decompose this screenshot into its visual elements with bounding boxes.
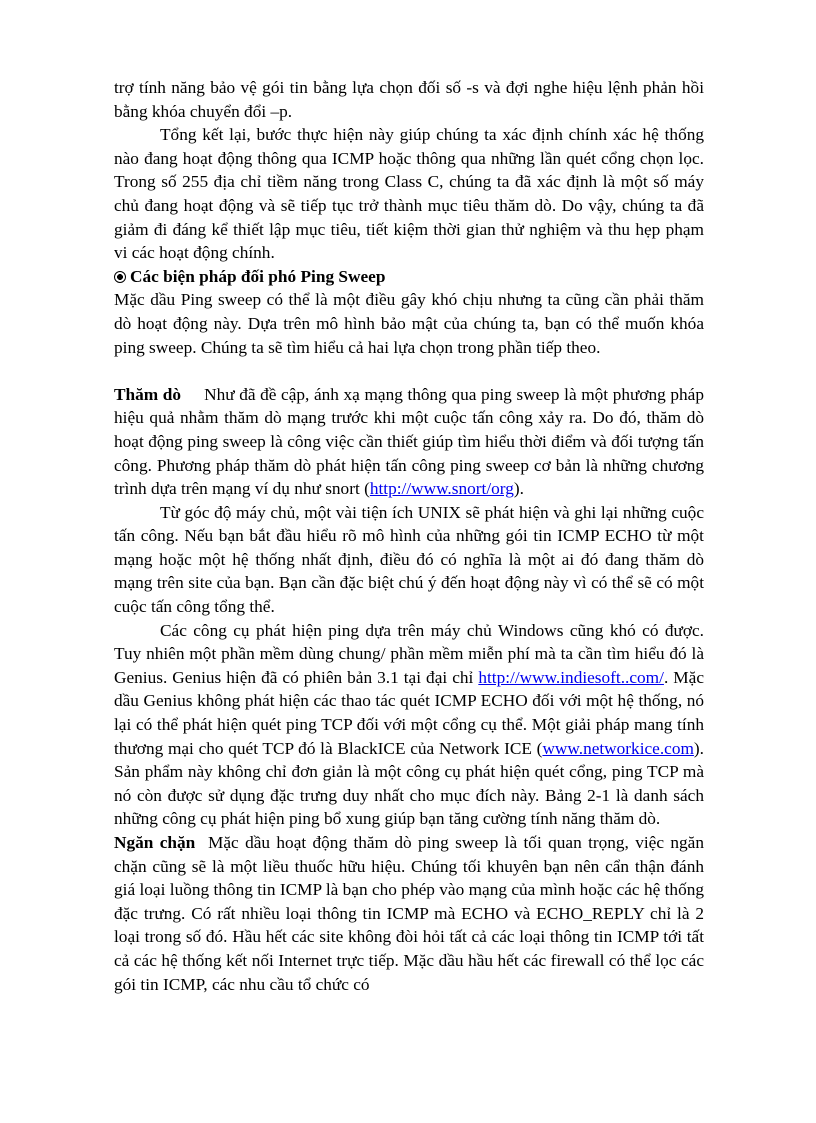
section-heading (114, 265, 704, 289)
bullet-circle-icon (114, 271, 126, 283)
paragraph-summary: Tổng kết lại, bước thực hiện này giúp chúng ta xác định chính xác hệ thống nào đang hoạt động thông qua ICMP hoặc thông qua những lần quét cổng chọn lọc. Trong số 255 địa chỉ tiềm năng trong Class C, chúng ta đã xác định là một số máy chủ đang hoạt động và sẽ tiếp tục trở thành mục tiêu thăm dò. Do vậy, chúng ta đã giảm đi đáng kể thiết lập mục tiêu, tiết kiệm thời gian thử nghiệm và thu hẹp phạm vi các hoạt động chính. (114, 125, 704, 263)
document-page (114, 76, 704, 996)
detection-end: ). (513, 479, 524, 499)
snort-link[interactable]: http://www.snort/org (369, 479, 514, 499)
blank-line (114, 359, 704, 383)
paragraph-intro: Mặc dầu Ping sweep có thể là một điều gây khó chịu nhưng ta cũng cần phải thăm dò hoạt động này. Dựa trên mô hình bảo mật của chúng ta, bạn có thể muốn khóa ping sweep. Chúng ta sẽ tìm hiểu cả hai lựa chọn trong phần tiếp theo. (114, 290, 704, 357)
windows-tools-text-b: . Mặc dầu Genius không phát hiện các thao tác quét ICMP ECHO đối với một hệ thống, nó lại có thể phát hiện quét ping TCP đối với một cổng cụ thể. Một giải pháp mang tính thương mại cho quét TCP đó là BlackICE của Network ICE ( (114, 667, 704, 758)
paragraph-continuation: trợ tính năng bảo vệ gói tin bằng lựa chọn đối số -s và đợi nghe hiệu lệnh phản hồi bằng khóa chuyển đổi –p. (114, 78, 704, 121)
run-in-label-prevention: Ngăn chặn (114, 833, 196, 852)
windows-tools-text-c: ). Sản phẩm này không chỉ đơn giản là một công cụ phát hiện quét cổng, ping TCP mà nó còn được sử dụng đặc trưng duy nhất cho mục đích này. Bảng 2-1 là danh sách những công cụ phát hiện ping bổ xung giúp bạn tăng cường tính năng thăm dò. (114, 738, 704, 829)
networkice-link[interactable]: www.networkice.com (542, 738, 694, 758)
run-in-label-detection: Thăm dò (114, 384, 182, 404)
paragraph-detection (114, 383, 704, 501)
section-heading-text: Các biện pháp đối phó Ping Sweep (130, 266, 386, 286)
detection-text: Như đã đề cập, ánh xạ mạng thông qua ping sweep là một phương pháp hiệu quả nhằm thăm dò mạng trước khi một cuộc tấn công xảy ra. Do đó, thăm dò hoạt động ping sweep là công việc cần thiết giúp tìm hiểu thời điểm và đối tượng tấn công. Phương pháp thăm dò phát hiện tấn công ping sweep cơ bản là những chương trình dựa trên mạng ví dụ như snort ( (114, 384, 704, 499)
indiesoft-link[interactable]: http://www.indiesoft..com/ (478, 667, 664, 687)
windows-tools-text-a: Các công cụ phát hiện ping dựa trên máy chủ Windows cũng khó có được. Tuy nhiên một phần mềm dùng chung/ phần mềm miễn phí mà ta cần tìm hiểu đó là Genius. Genius hiện đã có phiên bản 3.1 tại đại chỉ (114, 620, 704, 687)
prevention-text: Mặc dầu hoạt động thăm dò ping sweep là tối quan trọng, việc ngăn chặn cũng sẽ là một liều thuốc hữu hiệu. Chúng tối khuyên bạn nên cẩn thận đánh giá loại luồng thông tin ICMP là bạn cho phép vào mạng của mình hoặc các hệ thống đặc trưng. Có rất nhiều loại thông tin ICMP mà ECHO và ECHO_REPLY chỉ là 2 loại trong số đó. Hầu hết các site không đòi hỏi tất cả các loại thông tin ICMP tới tất cả các hệ thống kết nối Internet trực tiếp. Mặc dầu hầu hết các firewall có thể lọc các gói tin ICMP, các nhu cầu tổ chức có (114, 833, 704, 994)
paragraph-windows-tools (114, 619, 704, 831)
paragraph-prevention (114, 831, 704, 996)
paragraph-host-view: Từ góc độ máy chủ, một vài tiện ích UNIX sẽ phát hiện và ghi lại những cuộc tấn công. Nếu bạn bắt đầu hiểu rõ mô hình của những gói tin ICMP ECHO từ một mạng hoặc một hệ thống nhất định, điều đó có nghĩa là một ai đó đang thăm dò mạng trên site của bạn. Bạn cần đặc biệt chú ý đến hoạt động này vì có thể sẽ có một cuộc tấn công tổng thể. (114, 502, 704, 617)
